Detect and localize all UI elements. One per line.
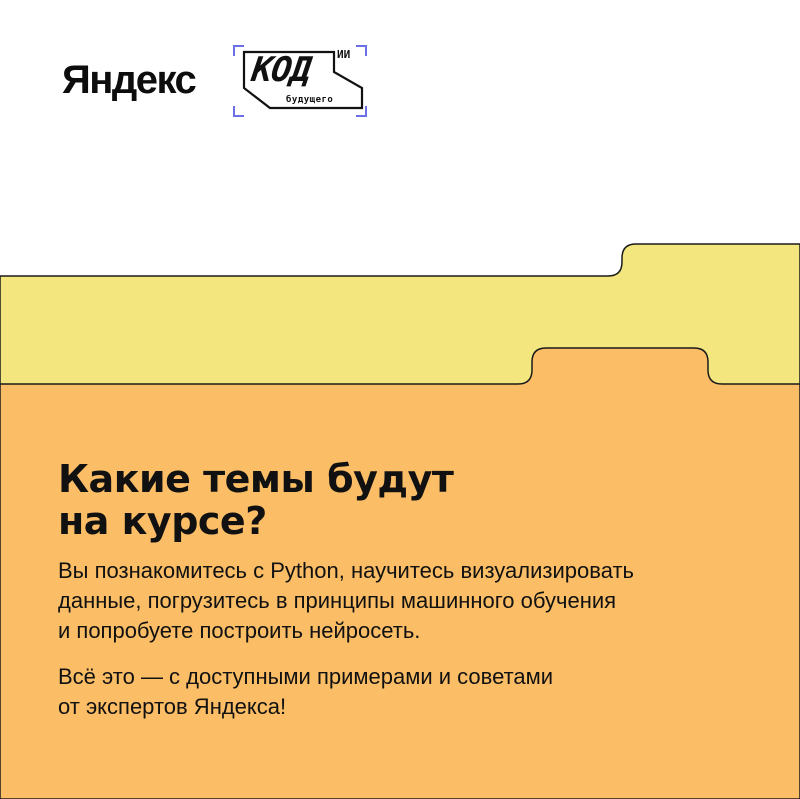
paragraph2-line-1: Всё это — с доступными примерами и советами [58,664,554,689]
yandex-logo: Яндекс [62,58,196,102]
paragraph1-line-1: Вы познакомитесь с Python, научитесь визуализировать [58,558,634,583]
paragraph1-line-3: и попробуете построить нейросеть. [58,618,421,643]
heading-line-1: Какие темы будут [58,457,454,501]
ii-superscript: ИИ [337,48,351,61]
budushchego-text: будущего [286,95,334,105]
card-heading [58,458,758,542]
paragraph-topics [58,556,758,646]
paragraph2-line-2: от экспертов Яндекса! [58,694,287,719]
paragraph1-line-2: данные, погрузитесь в принципы машинного обучения [58,588,617,613]
kod-text: КОД [249,50,314,90]
card-content [58,458,758,722]
heading-line-2: на курсе? [58,499,267,543]
paragraph-experts [58,662,758,722]
